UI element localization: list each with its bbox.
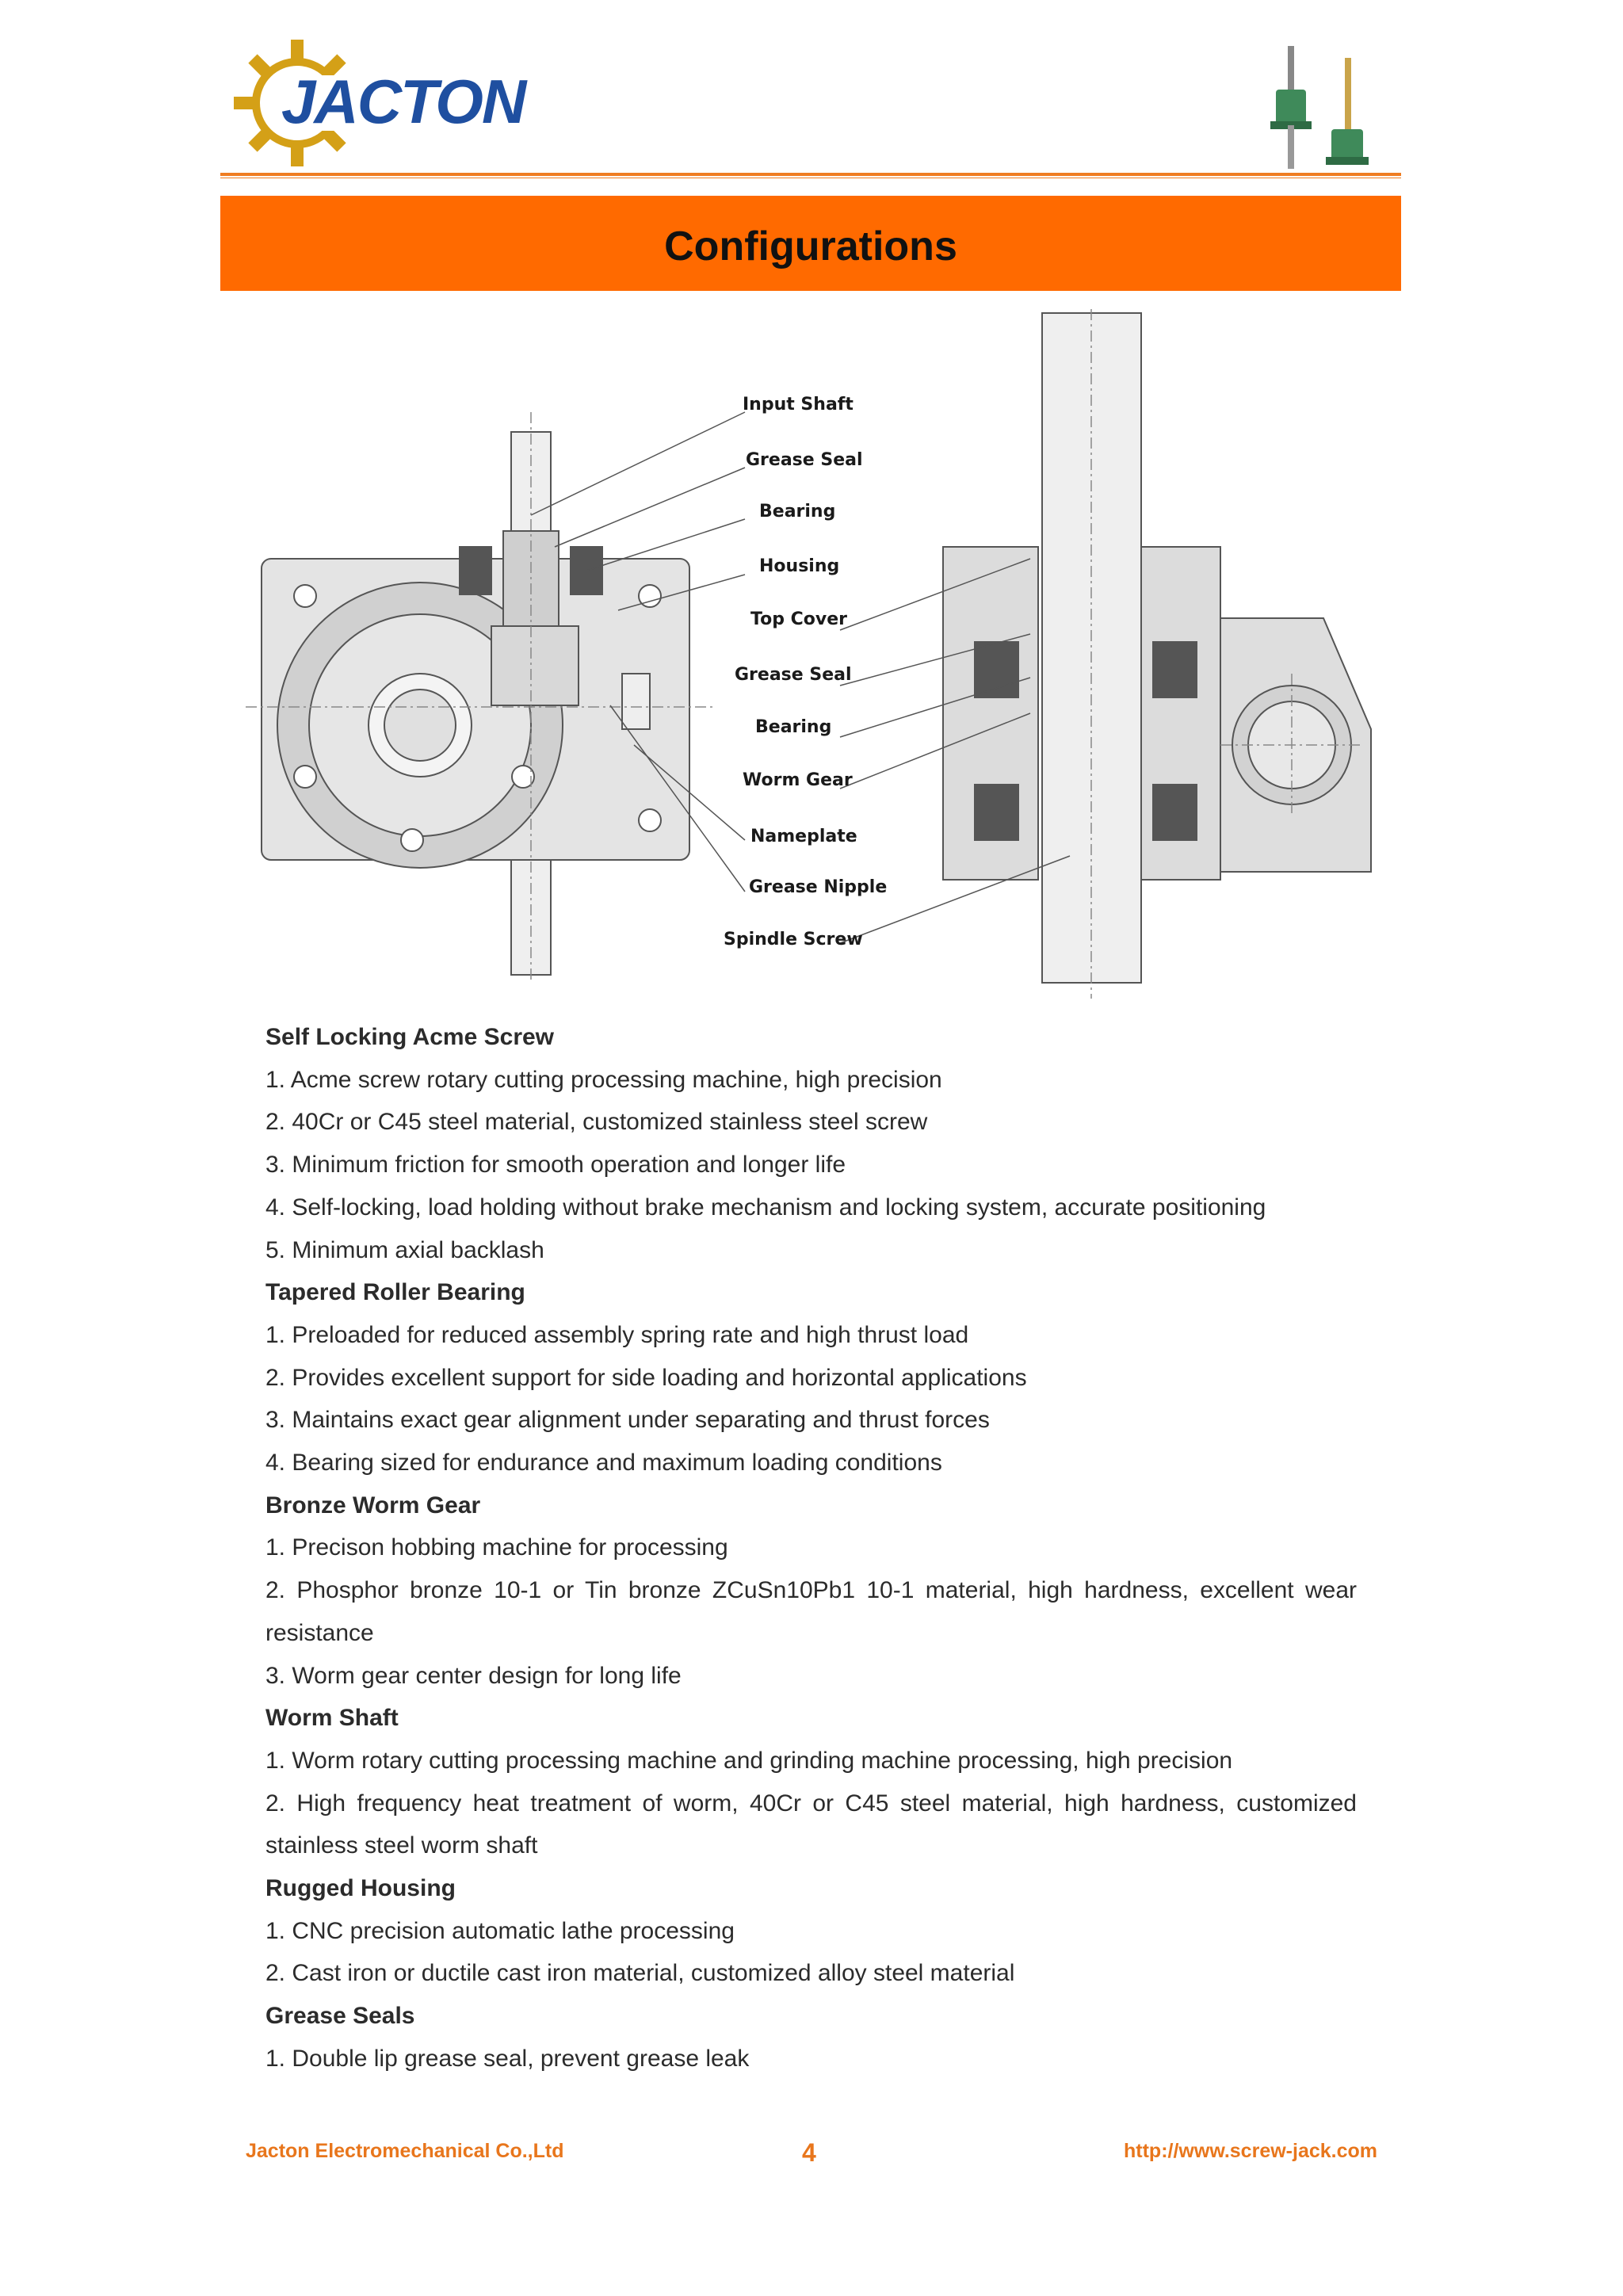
list-item: 2. Provides excellent support for side loading and horizontal applications xyxy=(265,1364,1027,1391)
features-content xyxy=(265,1016,1357,2080)
list-item: 1. Acme screw rotary cutting processing machine, high precision xyxy=(265,1066,942,1093)
list-item: 1. Double lip grease seal, prevent grease leak xyxy=(265,2045,750,2072)
section-acme-screw xyxy=(265,1016,1357,1271)
section-housing xyxy=(265,1867,1357,1995)
section-worm-shaft xyxy=(265,1697,1357,1867)
callout-bearing-top: Bearing xyxy=(759,502,836,521)
callout-nameplate: Nameplate xyxy=(750,827,857,846)
page-title: Configurations xyxy=(664,223,957,269)
list-item: 1. Worm rotary cutting processing machine and grinding machine processing, high precision xyxy=(265,1747,1233,1774)
section-roller-bearing xyxy=(265,1271,1357,1484)
list-item: 3. Maintains exact gear alignment under separating and thrust forces xyxy=(265,1407,990,1434)
footer-company: Jacton Electromechanical Co.,Ltd xyxy=(246,2140,564,2162)
list-item: 1. Preloaded for reduced assembly spring rate and high thrust load xyxy=(265,1321,969,1348)
section-heading: Tapered Roller Bearing xyxy=(265,1279,525,1306)
list-item: 2. High frequency heat treatment of worm, 40Cr or C45 steel material, high hardness, customized stainless steel worm shaft xyxy=(265,1790,1357,1859)
callout-worm-gear: Worm Gear xyxy=(743,770,853,790)
list-item: 2. Cast iron or ductile cast iron material, customized alloy steel material xyxy=(265,1960,1015,1987)
footer-website-link[interactable]: http://www.screw-jack.com xyxy=(1124,2140,1377,2162)
section-heading: Bronze Worm Gear xyxy=(265,1492,481,1519)
page-number: 4 xyxy=(802,2138,816,2167)
callout-bearing: Bearing xyxy=(755,717,832,737)
callout-input-shaft: Input Shaft xyxy=(743,395,854,415)
list-item: 1. CNC precision automatic lathe processing xyxy=(265,1917,735,1944)
callout-top-cover: Top Cover xyxy=(750,609,847,629)
screw-jack-configuration-diagram xyxy=(238,301,1395,1007)
list-item: 5. Minimum axial backlash xyxy=(265,1236,544,1263)
logo-text: JACTON xyxy=(281,67,525,136)
list-item: 3. Minimum friction for smooth operation and longer life xyxy=(265,1152,846,1179)
section-heading: Self Locking Acme Screw xyxy=(265,1024,555,1050)
section-heading: Grease Seals xyxy=(265,2003,415,2030)
list-item: 4. Bearing sized for endurance and maximum loading conditions xyxy=(265,1450,942,1477)
list-item: 4. Self-locking, load holding without brake mechanism and locking system, accurate positioning xyxy=(265,1194,1266,1221)
list-item: 2. Phosphor bronze 10-1 or Tin bronze ZCuSn10Pb1 10-1 material, high hardness, excellent wear resistance xyxy=(265,1577,1357,1646)
callout-grease-seal-top: Grease Seal xyxy=(746,450,863,470)
section-heading: Worm Shaft xyxy=(265,1705,399,1732)
section-grease-seals xyxy=(265,1995,1357,2080)
callout-grease-nipple: Grease Nipple xyxy=(749,877,888,897)
list-item: 1. Precison hobbing machine for processing xyxy=(265,1534,728,1561)
list-item: 3. Worm gear center design for long life xyxy=(265,1662,682,1689)
callout-spindle-screw: Spindle Screw xyxy=(724,930,863,949)
header-divider xyxy=(220,173,1401,176)
list-item: 2. 40Cr or C45 steel material, customized stainless steel screw xyxy=(265,1109,928,1136)
company-logo xyxy=(222,28,523,170)
section-heading: Rugged Housing xyxy=(265,1875,456,1902)
callout-grease-seal: Grease Seal xyxy=(735,665,852,685)
callout-housing: Housing xyxy=(759,556,840,576)
section-banner xyxy=(220,196,1401,291)
section-worm-gear xyxy=(265,1484,1357,1698)
screw-jack-product-icon xyxy=(1256,46,1391,173)
